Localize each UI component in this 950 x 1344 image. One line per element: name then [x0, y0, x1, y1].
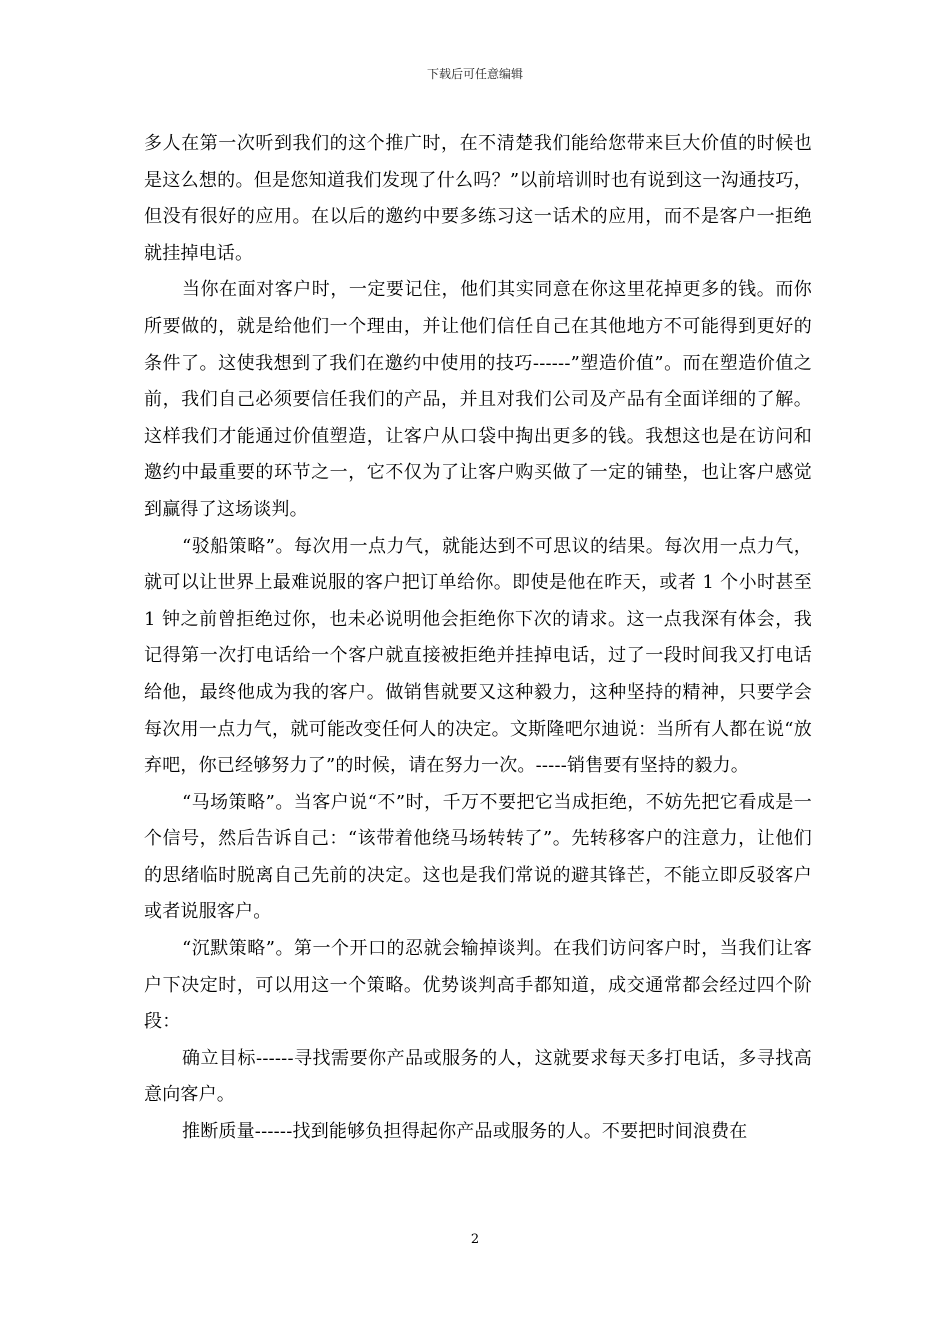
- page-number: 2: [470, 1232, 480, 1247]
- document-body: [144, 126, 812, 1151]
- page-header: 下载后可任意编辑: [426, 67, 523, 81]
- paragraph-barge-strategy: “驳船策略”。每次用一点力气，就能达到不可思议的结果。每次用一点力气，就可以让世界上最难说服的客户把订单给你。即使是他在昨天，或者 1 个小时甚至 1 钟之前曾拒绝过你，也未必说明他会拒绝你下次的请求。这一点我深有体会，我记得第一次打电话给一个客户就直接被拒绝并挂掉电话，过了一段时间我又打电话给他，最终他成为我的客户。做销售就要又这种毅力，这种坚持的精神，只要学会每次用一点力气，就可能改变任何人的决定。文斯隆吧尔迪说：当所有人都在说“放弃吧，你已经够努力了”的时候，请在努力一次。-----销售要有坚持的毅力。: [144, 535, 812, 777]
- paragraph-value-shaping: 当你在面对客户时，一定要记住，他们其实同意在你这里花掉更多的钱。而你所要做的，就是给他们一个理由，并让他们信任自己在其他地方不可能得到更好的条件了。这使我想到了我们在邀约中使用的技巧------”塑造价值”。而在塑造价值之前，我们自己必须要信任我们的产品，并且对我们公司及产品有全面详细的了解。这样我们才能通过价值塑造，让客户从口袋中掏出更多的钱。我想这也是在访问和邀约中最重要的环节之一，它不仅为了让客户购买做了一定的铺垫，也让客户感觉到赢得了这场谈判。: [144, 279, 812, 520]
- paragraph-judge-quality: 推断质量------找到能够负担得起你产品或服务的人。不要把时间浪费在: [182, 1121, 748, 1143]
- paragraph-continuation: 多人在第一次听到我们的这个推广时，在不清楚我们能给您带来巨大价值的时候也是这么想的。但是您知道我们发现了什么吗？”以前培训时也有说到这一沟通技巧，但没有很好的应用。在以后的邀约中要多练习这一话术的应用，而不是客户一拒绝就挂掉电话。: [144, 133, 812, 264]
- paragraph-racetrack-strategy: “马场策略”。当客户说“不”时，千万不要把它当成拒绝，不妨先把它看成是一个信号，然后告诉自己：“该带着他绕马场转转了”。先转移客户的注意力，让他们的思绪临时脱离自己先前的决定。这也是我们常说的避其锋芒，不能立即反驳客户或者说服客户。: [144, 791, 812, 923]
- paragraph-set-target: 确立目标------寻找需要你产品或服务的人，这就要求每天多打电话，多寻找高意向客户。: [144, 1047, 812, 1106]
- paragraph-silence-strategy: “沉默策略”。第一个开口的忍就会输掉谈判。在我们访问客户时，当我们让客户下决定时，可以用这一个策略。优势谈判高手都知道，成交通常都会经过四个阶段：: [144, 938, 812, 1033]
